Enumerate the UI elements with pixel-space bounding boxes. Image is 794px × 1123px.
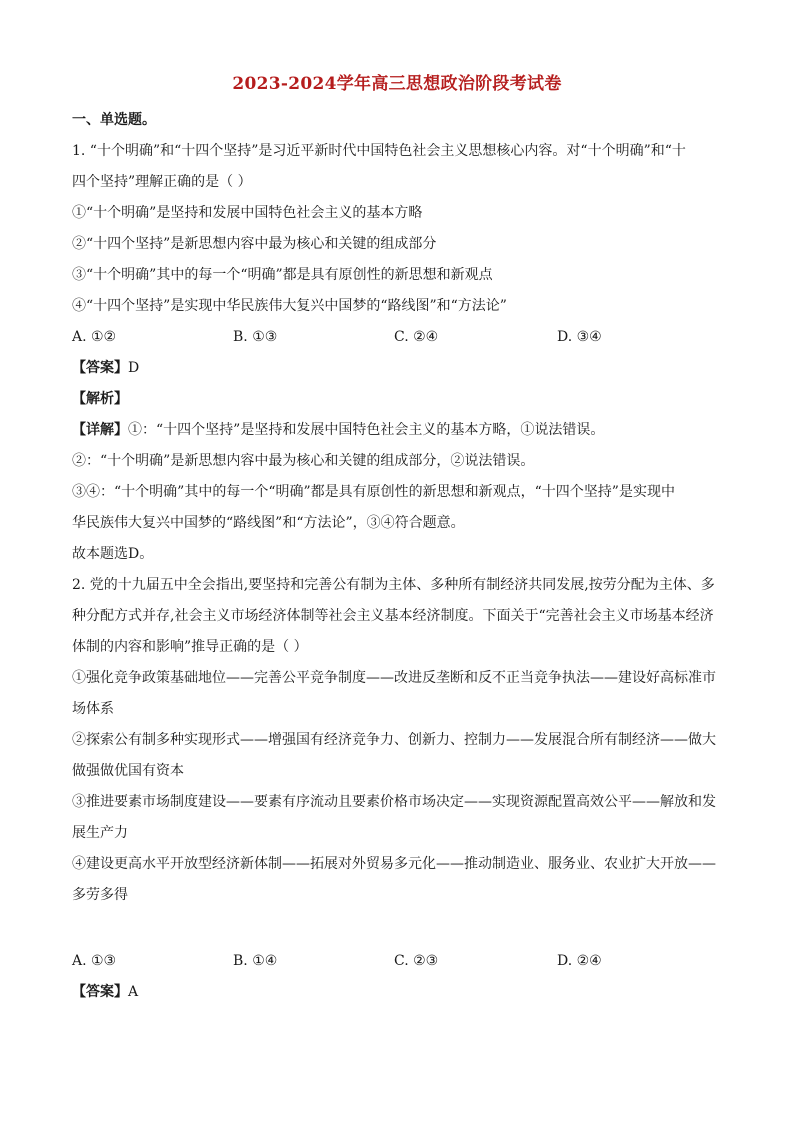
q1-answer-value: D <box>128 360 140 376</box>
q2-item-4-line-2: 多劳多得 <box>72 887 128 903</box>
q2-answer-value: A <box>128 984 139 1000</box>
q1-answer-label: 【答案】 <box>72 360 128 376</box>
q1-item-3: ③“十个明确”其中的每一个“明确”都是具有原创性的新思想和新观点 <box>72 267 493 283</box>
q2-stem-line-3: 体制的内容和影响”推导正确的是（ ） <box>72 639 308 655</box>
q1-analysis-label: 【解析】 <box>72 391 128 407</box>
section-heading: 一、单选题。 <box>72 112 156 128</box>
q2-item-3-line-1: ③推进要素市场制度建设——要素有序流动且要素价格市场决定——实现资源配置高效公平——解放和发 <box>72 794 716 810</box>
q2-item-3-line-2: 展生产力 <box>72 825 128 841</box>
q1-detail-label: 【详解】 <box>72 422 128 438</box>
q1-stem-line-2: 四个坚持”理解正确的是（ ） <box>72 174 252 190</box>
q1-option-c: C. ②④ <box>394 329 439 345</box>
q1-options <box>72 327 732 347</box>
q2-stem-line-1: 2. 党的十九届五中全会指出,要坚持和完善公有制为主体、多种所有制经济共同发展,按劳分配为主体、多 <box>72 577 715 593</box>
q2-item-2-line-2: 做强做优国有资本 <box>72 763 184 779</box>
q1-detail-line-3: ③④：“十个明确”其中的每一个“明确”都是具有原创性的新思想和新观点，“十四个坚持”是实现中 <box>72 484 675 500</box>
q2-options <box>72 951 732 971</box>
q2-option-b: B. ①④ <box>233 953 278 969</box>
q1-detail-line-4: 华民族伟大复兴中国梦的“路线图”和“方法论”，③④符合题意。 <box>72 515 465 531</box>
q1-detail-line-1 <box>72 420 732 440</box>
q2-option-a: A. ①③ <box>72 953 117 969</box>
q1-option-d: D. ③④ <box>557 329 602 345</box>
q1-option-b: B. ①③ <box>233 329 278 345</box>
q1-answer <box>72 358 732 378</box>
q2-item-1-line-1: ①强化竞争政策基础地位——完善公平竞争制度——改进反垄断和反不正当竞争执法——建设好高标准市 <box>72 670 716 686</box>
page-title: 2023-2024学年高三思想政治阶段考试卷 <box>232 74 562 94</box>
q2-stem-line-2: 种分配方式并存,社会主义市场经济体制等社会主义基本经济制度。下面关于“完善社会主义市场基本经济 <box>72 608 714 624</box>
q1-detail-text-1: ①：“十四个坚持”是坚持和发展中国特色社会主义的基本方略，①说法错误。 <box>128 422 605 438</box>
q2-option-d: D. ②④ <box>557 953 602 969</box>
q2-item-2-line-1: ②探索公有制多种实现形式——增强国有经济竞争力、创新力、控制力——发展混合所有制经济——做大 <box>72 732 716 748</box>
q2-answer-label: 【答案】 <box>72 984 128 1000</box>
q1-item-1: ①“十个明确”是坚持和发展中国特色社会主义的基本方略 <box>72 205 423 221</box>
q2-option-c: C. ②③ <box>394 953 439 969</box>
q1-stem-line-1: 1. “十个明确”和“十四个坚持”是习近平新时代中国特色社会主义思想核心内容。对“十个明确”和“十 <box>72 143 686 159</box>
q1-item-2: ②“十四个坚持”是新思想内容中最为核心和关键的组成部分 <box>72 236 437 252</box>
q2-item-4-line-1: ④建设更高水平开放型经济新体制——拓展对外贸易多元化——推动制造业、服务业、农业扩大开放—— <box>72 856 716 872</box>
q2-answer <box>72 982 732 1002</box>
q1-option-a: A. ①② <box>72 329 117 345</box>
q2-item-1-line-2: 场体系 <box>72 701 114 717</box>
q1-conclusion: 故本题选D。 <box>72 546 154 562</box>
q1-detail-line-2: ②：“十个明确”是新思想内容中最为核心和关键的组成部分，②说法错误。 <box>72 453 535 469</box>
q1-item-4: ④“十四个坚持”是实现中华民族伟大复兴中国梦的“路线图”和“方法论” <box>72 298 507 314</box>
